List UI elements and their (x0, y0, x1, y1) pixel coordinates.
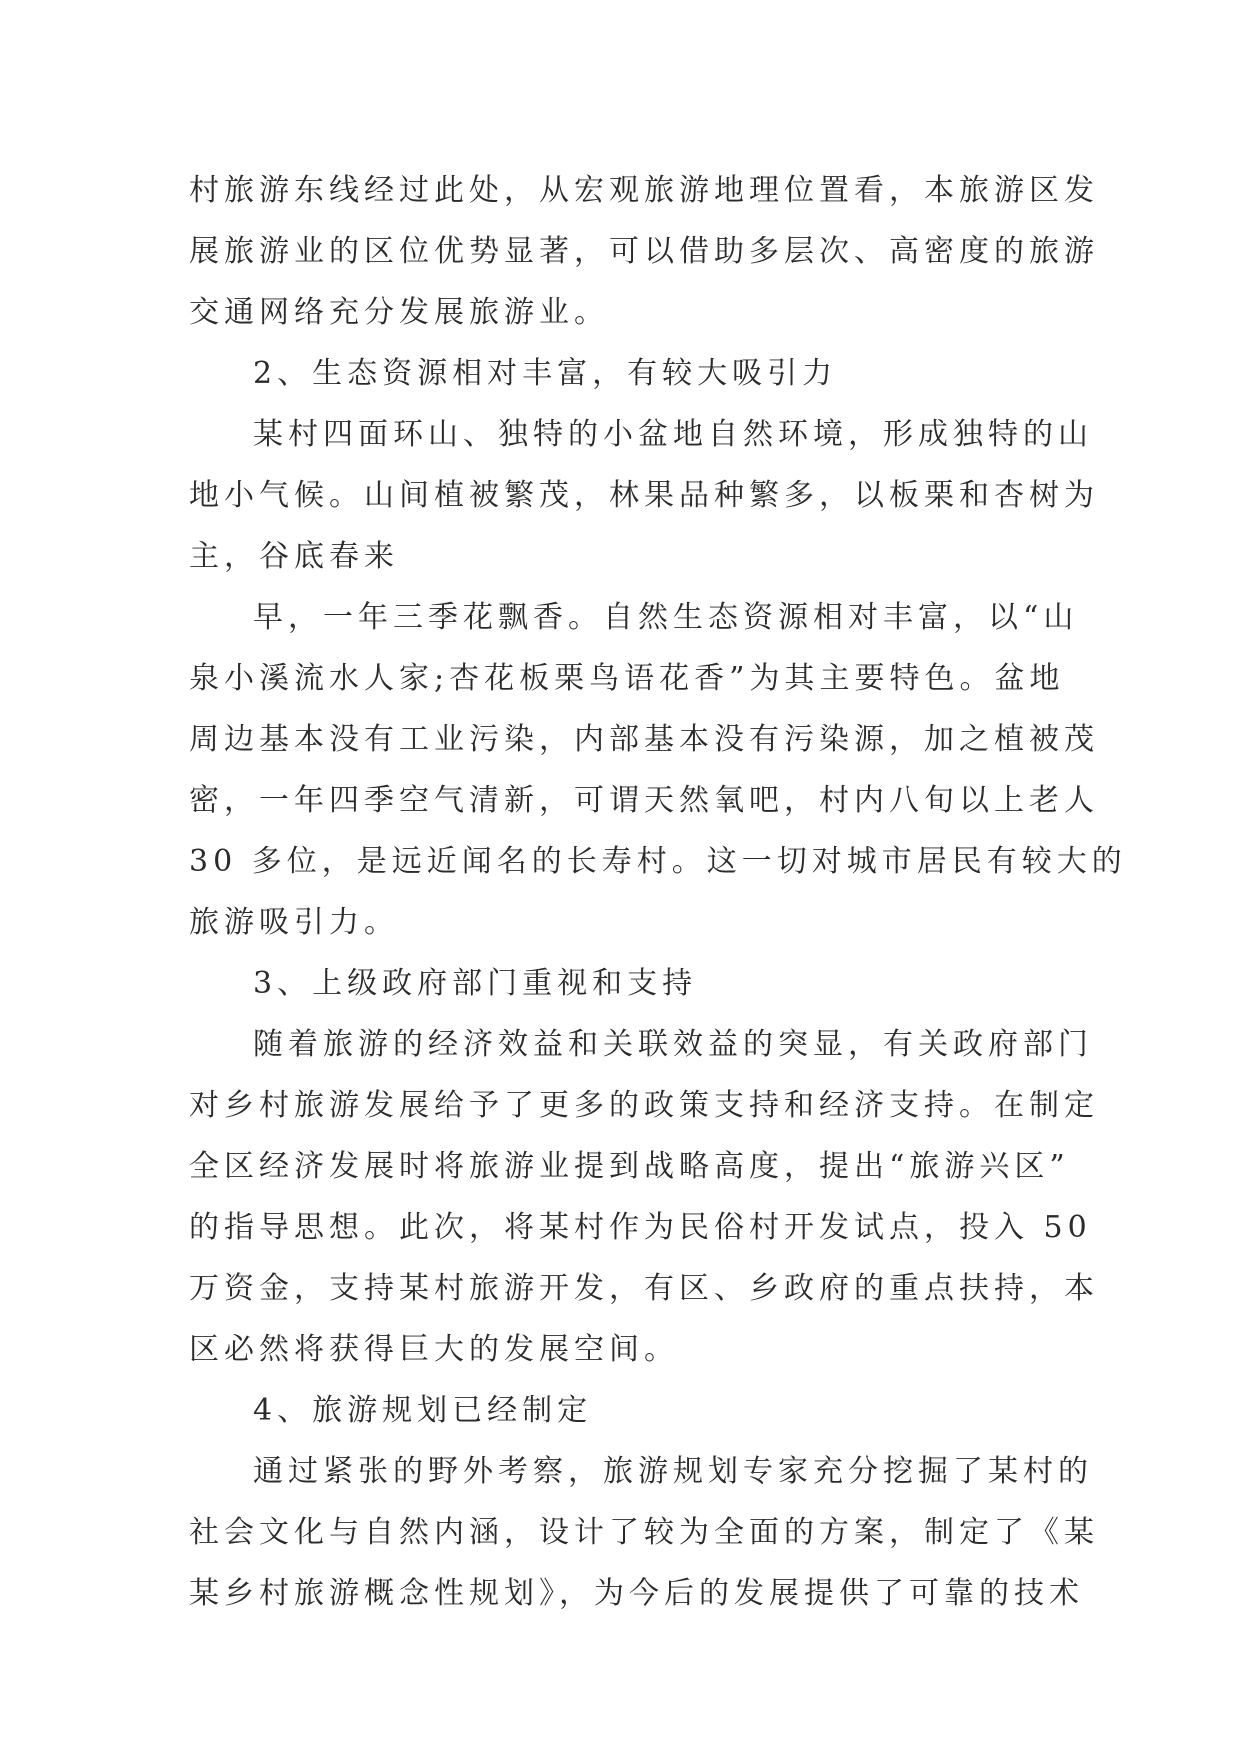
section-heading-3 (189, 953, 1051, 1014)
paragraph-1 (189, 160, 1099, 343)
text-line: 主，谷底春来 (189, 539, 399, 574)
text-line: 区必然将获得巨大的发展空间。 (189, 1332, 679, 1367)
section-heading-2 (189, 343, 1051, 404)
section-heading-4 (189, 1380, 1051, 1441)
heading-line: 4、旅游规划已经制定 (253, 1393, 593, 1428)
text-line: 周边基本没有工业污染，内部基本没有污染源，加之植被茂 (189, 722, 1099, 757)
text-line: 随着旅游的经济效益和关联效益的突显，有关政府部门 (253, 1027, 1093, 1062)
paragraph-6 (189, 1014, 1099, 1380)
text-line: 地小气候。山间植被繁茂，林果品种繁多，以板栗和杏树为 (189, 478, 1099, 513)
paragraph-8 (189, 1441, 1099, 1624)
text-line: 通过紧张的野外考察，旅游规划专家充分挖掘了某村的 (253, 1454, 1093, 1489)
text-line: 30 多位，是远近闻名的长寿村。这一切对城市居民有较大的 (189, 844, 1127, 879)
text-line: 展旅游业的区位优势显著，可以借助多层次、高密度的旅游 (189, 234, 1099, 269)
heading-line: 2、生态资源相对丰富，有较大吸引力 (253, 356, 838, 391)
paragraph-3 (189, 404, 1099, 587)
text-line: 万资金，支持某村旅游开发，有区、乡政府的重点扶持，本 (189, 1271, 1099, 1306)
text-line: 对乡村旅游发展给予了更多的政策支持和经济支持。在制定 (189, 1088, 1099, 1123)
text-line: 某村四面环山、独特的小盆地自然环境，形成独特的山 (253, 417, 1093, 452)
text-line: 早，一年三季花飘香。自然生态资源相对丰富，以“山 (253, 600, 1079, 635)
paragraph-4 (189, 587, 1127, 953)
text-line: 村旅游东线经过此处，从宏观旅游地理位置看，本旅游区发 (189, 173, 1099, 208)
text-line: 密，一年四季空气清新，可谓天然氧吧，村内八旬以上老人 (189, 783, 1099, 818)
text-line: 交通网络充分发展旅游业。 (189, 295, 609, 330)
text-line: 全区经济发展时将旅游业提到战略高度，提出“旅游兴区” (189, 1149, 1070, 1184)
document-body (189, 160, 1127, 1624)
text-line: 某乡村旅游概念性规划》，为今后的发展提供了可靠的技术 (189, 1576, 1084, 1611)
text-line: 的指导思想。此次，将某村作为民俗村开发试点，投入 50 (189, 1210, 1092, 1245)
text-line: 泉小溪流水人家;杏花板栗鸟语花香”为其主要特色。盆地 (189, 661, 1065, 696)
text-line: 社会文化与自然内涵，设计了较为全面的方案，制定了《某 (189, 1515, 1099, 1550)
heading-line: 3、上级政府部门重视和支持 (253, 966, 698, 1001)
text-line: 旅游吸引力。 (189, 905, 399, 940)
